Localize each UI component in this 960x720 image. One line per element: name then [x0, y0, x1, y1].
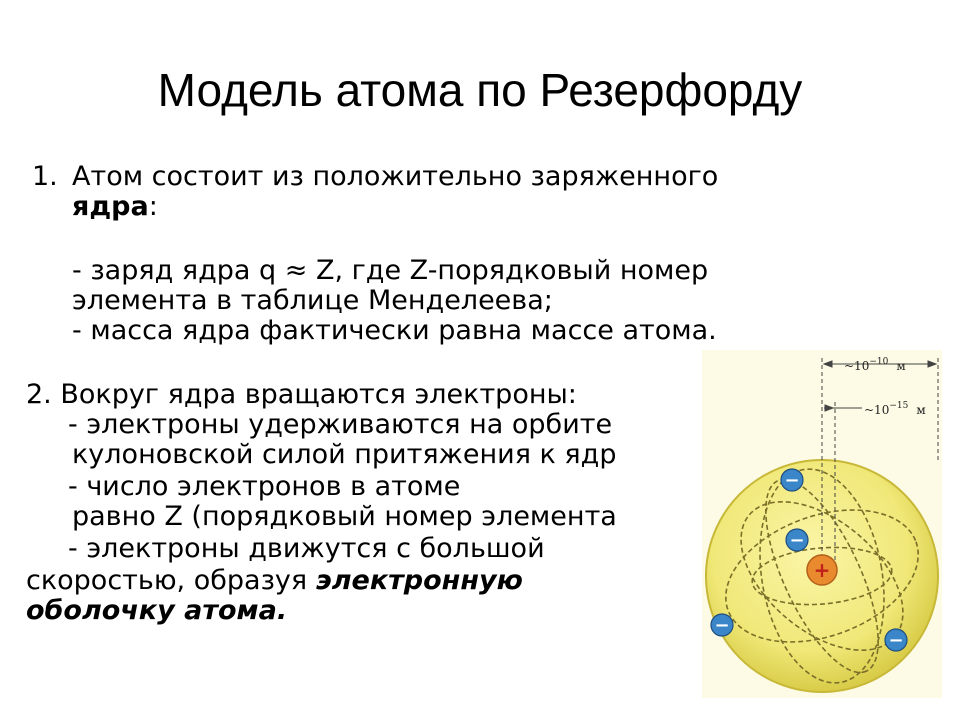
point1-number: 1.: [32, 161, 58, 192]
electron: [786, 529, 808, 551]
point2-line4: - число электронов в атоме: [68, 471, 461, 502]
electron: [781, 469, 803, 491]
slide-title: Модель атома по Резерфорду: [157, 64, 803, 116]
electron: [711, 614, 733, 636]
plain-text: скоростью, образуя: [26, 565, 316, 596]
emphasis-shell: оболочку атома.: [26, 595, 288, 626]
minus-sign: −: [714, 615, 730, 636]
plus-sign: +: [813, 558, 831, 582]
colon: :: [148, 191, 158, 222]
point2-line6: - электроны движутся с большой: [68, 533, 545, 564]
atom-diagram: [702, 350, 942, 698]
minus-sign: −: [888, 630, 904, 651]
sub-charge-line1: - заряд ядра q ≈ Z, где Z-порядковый номер: [72, 255, 709, 286]
minus-sign: −: [789, 530, 805, 551]
point2-line5: равно Z (порядковый номер элемента: [72, 501, 617, 532]
atom-size-label: $\sim 10^{-10}$ м: [844, 357, 906, 373]
nucleus-term: ядра: [72, 191, 149, 222]
emphasis-electronic: электронную: [315, 565, 523, 596]
minus-sign: −: [784, 470, 800, 491]
point2-line7: [26, 566, 523, 596]
point2-line3: кулоновской силой притяжения к ядр: [72, 439, 617, 470]
point1-text-cont: [72, 192, 158, 222]
sub-charge-line2: элемента в таблице Менделеева;: [72, 285, 553, 316]
point2-heading: 2. Вокруг ядра вращаются электроны:: [26, 379, 577, 410]
electron: [885, 629, 907, 651]
point1-text: Атом состоит из положительно заряженного: [72, 161, 719, 192]
sub-mass: - масса ядра фактически равна массе атома.: [72, 315, 717, 346]
nucleus-size-label: $\sim 10^{-15}$ м: [864, 401, 926, 417]
nucleus: [807, 555, 837, 585]
point2-line2: - электроны удерживаются на орбите: [68, 409, 613, 440]
